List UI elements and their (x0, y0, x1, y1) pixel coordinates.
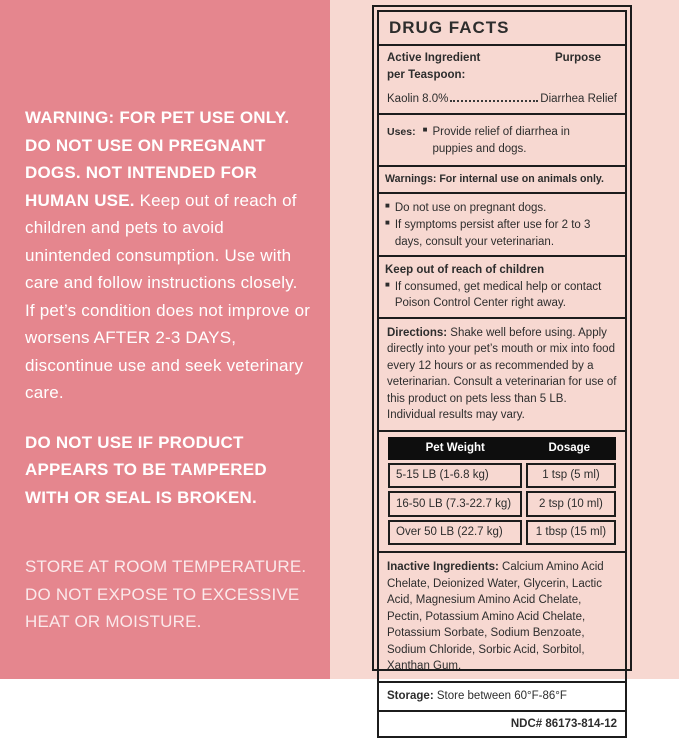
storage-note: STORE AT ROOM TEMPERATURE. DO NOT EXPOSE TO EXCESSIVE HEAT OR MOISTURE. (25, 557, 307, 631)
table-row (388, 491, 616, 517)
table-row (388, 520, 616, 546)
left-warning-panel (0, 0, 330, 679)
drug-facts-box (372, 5, 632, 730)
tamper-warning: DO NOT USE IF PRODUCT APPEARS TO BE TAMPERED WITH OR SEAL IS BROKEN. (25, 432, 267, 507)
storage-section (377, 681, 627, 712)
dotted-leader (450, 100, 538, 102)
square-bullet-icon: ■ (385, 201, 390, 211)
warnings-bullets-section (377, 192, 627, 257)
keep-out-header: Keep out of reach of children (385, 264, 545, 277)
pet-use-warning-bold: WARNING: FOR PET USE ONLY. DO NOT USE ON PREGNANT DOGS. NOT INTENDED FOR HUMAN USE. (25, 108, 290, 210)
active-ingredient-label-line2: per Teaspoon: (387, 69, 466, 82)
directions-label: Directions: (387, 326, 448, 339)
warning-bullet-text: If symptoms persist after use for 2 to 3 days, consult your veterinarian. (394, 219, 591, 248)
dosage-table-header (388, 437, 616, 460)
table-row (388, 463, 616, 489)
uses-label: Uses: (387, 126, 416, 139)
warning-bullet-item (385, 217, 619, 250)
ingredient-row (387, 91, 617, 108)
active-ingredient-section (377, 44, 627, 115)
inactive-ingredients-text: Calcium Amino Acid Chelate, Deionized Water, Glycerin, Lactic Acid, Magnesium Amino Acid Chelate, Pectin, Potassium Amino Acid Chelate, Potassium Sorbate, Sodium Benzoate, Sodium Chloride, Sorbic Acid, Sorbitol, Xanthan Gum. (387, 561, 604, 673)
pet-weight-cell: 16-50 LB (7.3-22.7 kg) (388, 491, 522, 517)
purpose-label: Purpose (554, 52, 601, 65)
active-ingredient-label-line1: Active Ingredient (387, 52, 481, 65)
inactive-ingredients-section (377, 551, 627, 683)
purpose-value: Diarrhea Relief (540, 92, 617, 105)
dosage-column-header: Dosage (548, 442, 591, 455)
keep-out-bullet-item (385, 279, 619, 312)
drug-facts-title-section (377, 10, 627, 46)
storage-label: Storage: (387, 690, 434, 703)
dosage-cell: 1 tsp (5 ml) (526, 463, 616, 489)
warnings-header-section (377, 165, 627, 194)
ndc-number: NDC# 86173-814-12 (510, 717, 617, 730)
directions-section (377, 317, 627, 432)
dosage-cell: 1 tbsp (15 ml) (526, 520, 616, 546)
warning-bullet-text: Do not use on pregnant dogs. (394, 202, 547, 215)
pet-weight-cell: Over 50 LB (22.7 kg) (388, 520, 522, 546)
pet-weight-cell: 5-15 LB (1-6.8 kg) (388, 463, 522, 489)
inactive-ingredients-label: Inactive Ingredients: (387, 561, 499, 574)
left-warning-text-block (0, 0, 330, 636)
uses-text: Provide relief of diarrhea in puppies and dogs. (432, 126, 570, 155)
drug-facts-title: DRUG FACTS (389, 18, 510, 37)
square-bullet-icon: ■ (385, 279, 390, 289)
dosage-cell: 2 tsp (10 ml) (526, 491, 616, 517)
ndc-section (377, 710, 627, 738)
ingredient-name: Kaolin 8.0% (387, 92, 449, 105)
uses-section (377, 113, 627, 167)
pet-use-warning-regular: Keep out of reach of children and pets to avoid unintended consumption. Use with care and follow instructions closely. If pet’s condition does not improve or worsens AFTER 2-3 DAYS, discontinue use and seek veterinary care. (25, 190, 311, 402)
storage-text: Store between 60°F-86°F (433, 690, 567, 703)
directions-text: Shake well before using. Apply directly into your pet’s mouth or mix into food every 12 hours or as recommended by a veterinarian. Consult a veterinarian for use of this product on pets less than 5 LB. Individual results may vary. (387, 326, 617, 422)
pet-use-warning-paragraph (25, 104, 312, 407)
warnings-header: Warnings: For internal use on animals only. (385, 173, 604, 186)
pet-weight-column-header: Pet Weight (425, 442, 485, 455)
square-bullet-icon: ■ (385, 218, 390, 227)
square-bullet-icon: ■ (422, 125, 428, 135)
keep-out-bullet-text: If consumed, get medical help or contact Poison Control Center right away. (394, 280, 602, 310)
keep-out-section (377, 255, 627, 319)
dosage-table-section (377, 430, 627, 553)
warning-bullet-item (385, 200, 619, 217)
